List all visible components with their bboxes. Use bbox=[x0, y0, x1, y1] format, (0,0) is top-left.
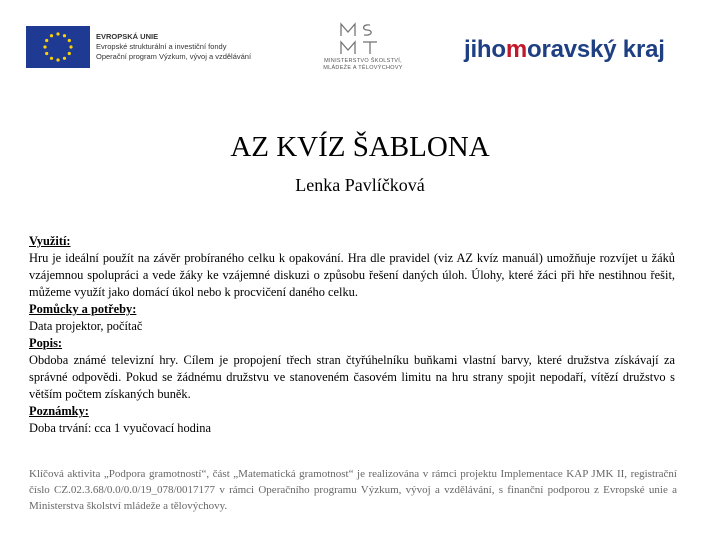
eu-line-1: EVROPSKÁ UNIE bbox=[96, 32, 159, 41]
section-text-notes: Doba trvání: cca 1 vyučovací hodina bbox=[29, 421, 212, 435]
msmt-logo bbox=[308, 22, 418, 76]
section-heading-tools: Pomůcky a potřeby: bbox=[29, 302, 137, 316]
section-heading-usage: Využití: bbox=[29, 234, 71, 248]
eu-flag-icon bbox=[26, 26, 90, 68]
msmt-text bbox=[308, 58, 418, 72]
msmt-mark-icon bbox=[338, 22, 384, 56]
footer-note: Klíčová aktivita „Podpora gramotností“, část „Matematická gramotnost“ je realizována v rámci projektu Implementace KAP JMK II, registrační číslo CZ.02.3.68/0.0/0.0/19_078/0017177 v rámci Operačního programu Výzkum, vývoj a vzdělávání, s finanční podporou z Evropské unie a Ministerstva školství mládeže a tělovýchovy. bbox=[29, 468, 677, 512]
section-text-usage: Hru je ideální použít na závěr probíraného celku k opakování. Hra dle pravidel (viz AZ kvíz manuál) umožňuje rozvíjet u žáků vzájemnou spolupráci a vede žáky ke vzájemné diskuzi o způsobu řešení daných úloh. Úlohy, které žáci při hře nestihnou řešit, můžeme využít jako domácí úkol nebo k procvičení daného celku. bbox=[29, 251, 675, 299]
logo-bar bbox=[26, 22, 696, 76]
jmk-logo bbox=[464, 36, 665, 64]
section-heading-notes: Poznámky: bbox=[29, 404, 89, 418]
eu-line-3: Operační program Výzkum, vývoj a vzdělávání bbox=[96, 52, 252, 61]
jmk-logo-part-2: oravský kraj bbox=[527, 36, 665, 63]
eu-line-2: Evropské strukturální a investiční fondy bbox=[96, 42, 227, 51]
content bbox=[29, 233, 675, 437]
jmk-logo-accent: m bbox=[505, 36, 527, 63]
eu-logo-text bbox=[96, 32, 251, 62]
section-heading-description: Popis: bbox=[29, 336, 63, 350]
eu-logo bbox=[26, 26, 266, 70]
msmt-line-1: MINISTERSTVO ŠKOLSTVÍ, bbox=[324, 58, 402, 64]
page-title: AZ KVÍZ ŠABLONA bbox=[230, 131, 490, 163]
section-text-description: Obdoba známé televizní hry. Cílem je propojení třech stran čtyřúhelníku buňkami vlastní barvy, které družstva získávají za správné odpovědi. Pokud se žádnému družstvu ve stanoveném časovém limitu na hru strany spojit nepodaří, vítězí družstvo s větším počtem získaných buněk. bbox=[29, 353, 675, 401]
msmt-line-2: MLÁDEŽE A TĚLOVÝCHOVY bbox=[323, 65, 403, 71]
author-name: Lenka Pavlíčková bbox=[295, 175, 425, 195]
section-text-tools: Data projektor, počítač bbox=[29, 319, 143, 333]
jmk-logo-part-1: jiho bbox=[464, 36, 506, 63]
